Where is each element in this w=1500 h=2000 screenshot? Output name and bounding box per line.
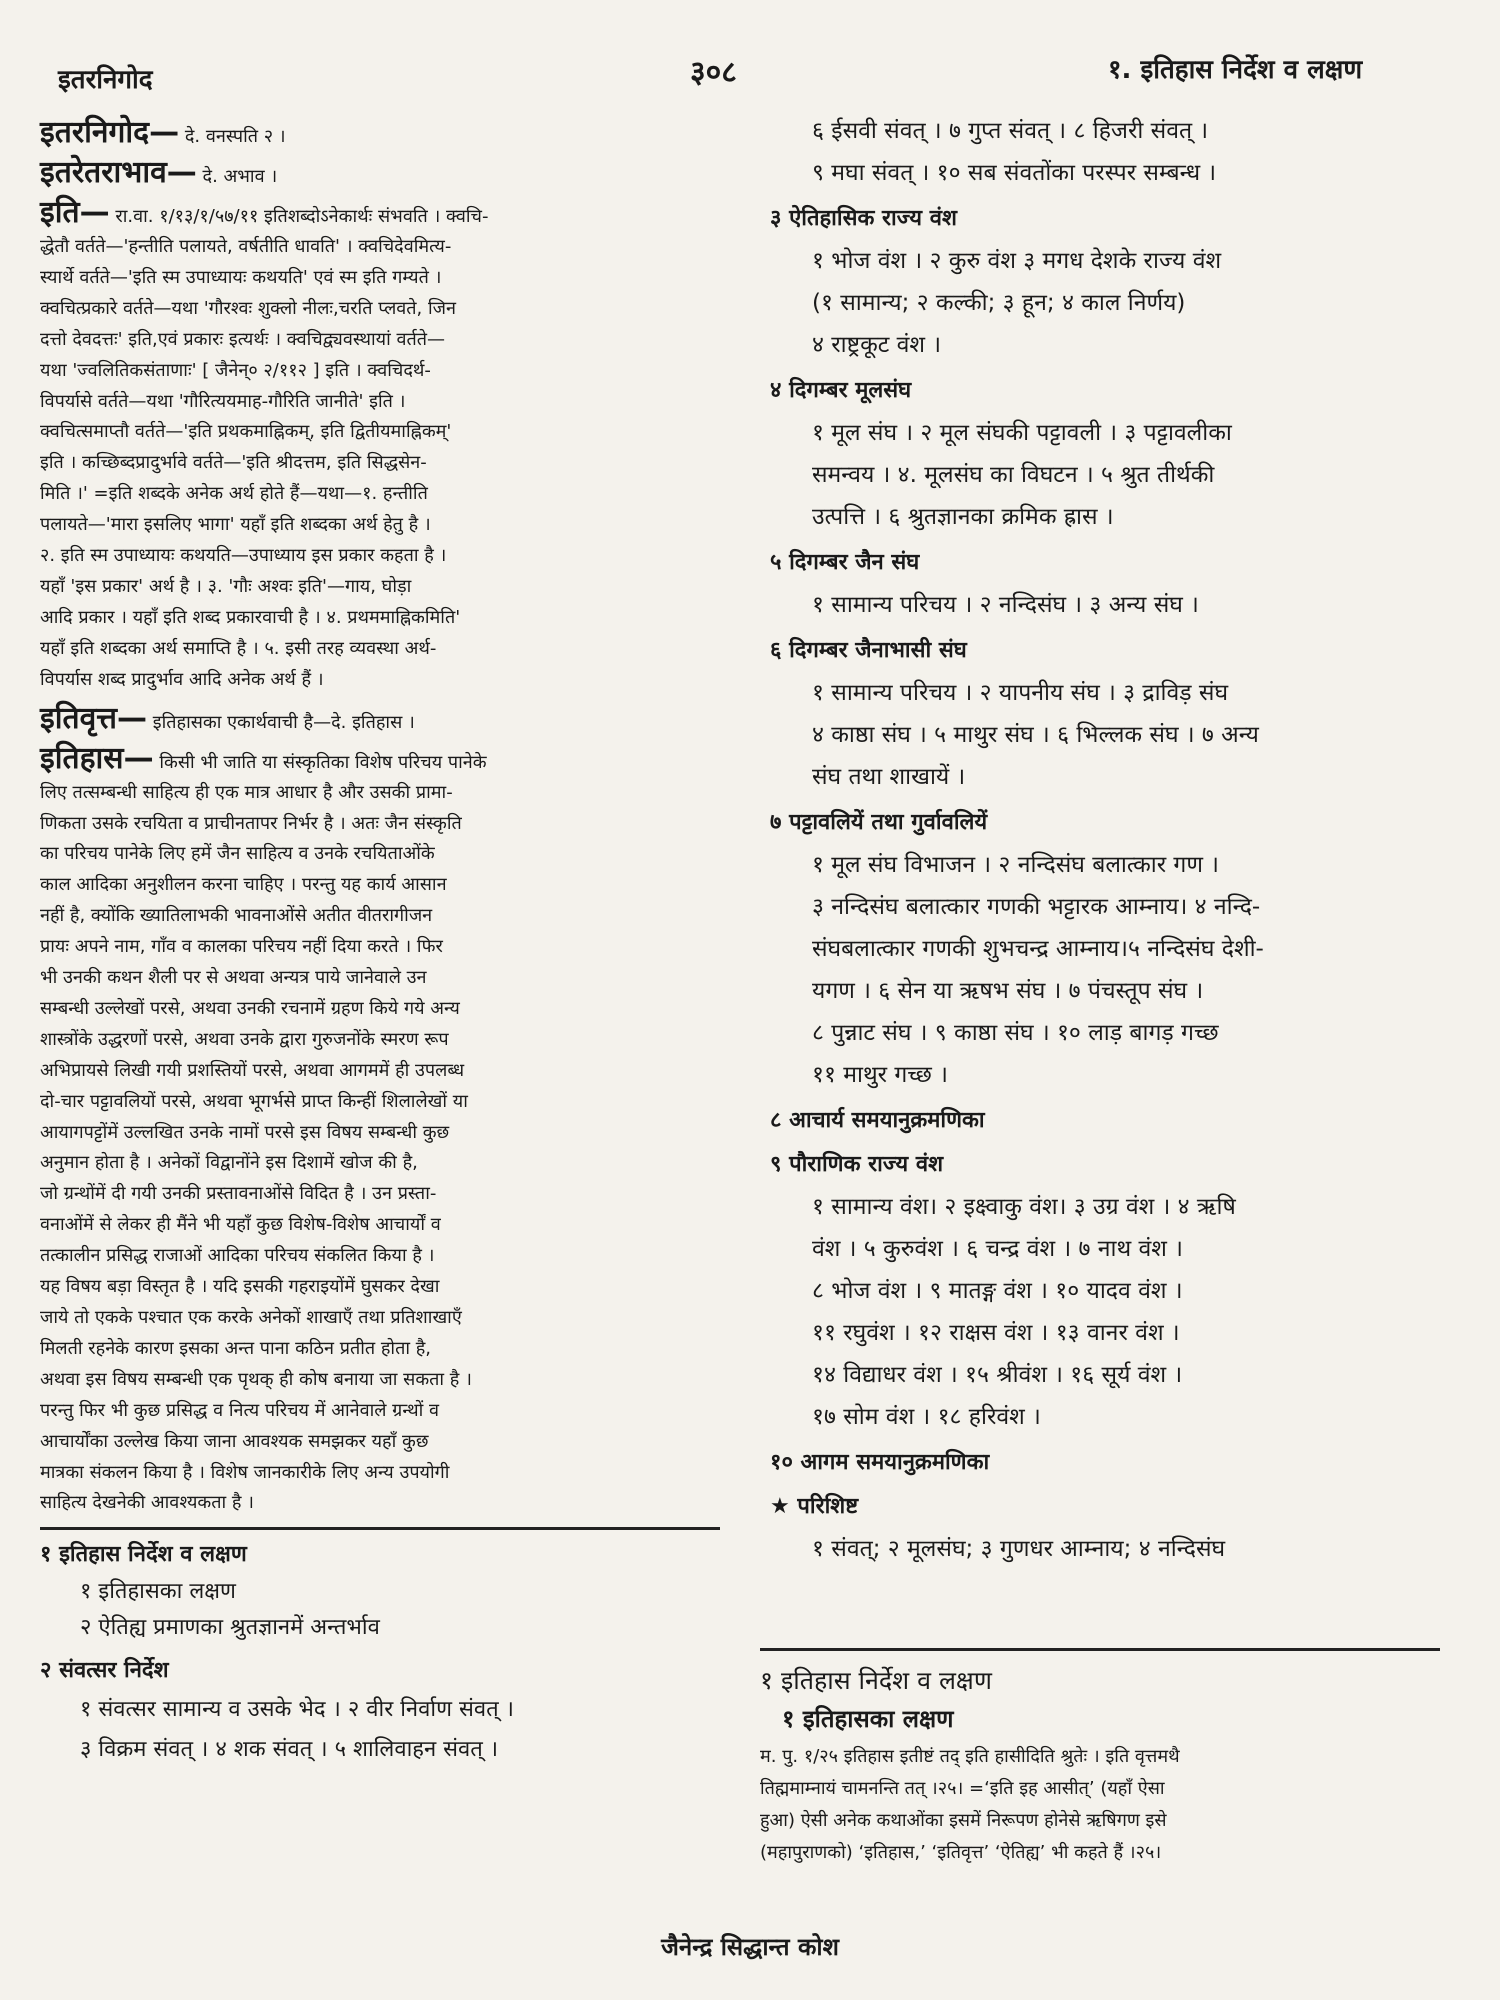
entry-itaranigod — [40, 115, 720, 152]
toc-item: ६ ईसवी संवत् । ७ गुप्त संवत् । ८ हिजरी संवत् । — [812, 118, 1209, 144]
toc-heading: ४ दिगम्बर मूलसंघ — [770, 378, 912, 403]
divider — [40, 1527, 720, 1530]
book-title-footer: जैनेन्द्र सिद्धान्त कोश — [661, 1933, 839, 1961]
running-head-right: १. इतिहास निर्देश व लक्षण — [1108, 55, 1363, 85]
toc-item: १ मूल संघ विभाजन । २ नन्दिसंघ बलात्कार गण । ३ नन्दिसंघ बलात्कार गणकी भट्टारक आम्नाय। ४ नन्दि- संघबलात्कार गणकी शुभचन्द्र आम्नाय।५ नन्दिसंघ देशी- यगण । ६ सेन या ऋषभ संघ । ७ पंचस्तूप संघ । ८ पुन्नाट संघ । ९ काष्ठा संघ । १० लाड़ बागड़ गच्छ ११ माथुर गच्छ । — [812, 852, 1264, 1088]
headword: इतिवृत्त— — [40, 700, 148, 736]
entry-text: दे. अभाव । — [202, 166, 278, 187]
entry-iti — [40, 195, 720, 232]
toc-item: १ संवत्सर सामान्य व उसके भेद । २ वीर निर्वाण संवत् । — [80, 1697, 514, 1723]
subsection-title: १ इतिहासका लक्षण — [782, 1705, 954, 1733]
toc-heading: ५ दिगम्बर जैन संघ — [770, 550, 920, 575]
entry-itaretarabhav — [40, 155, 720, 192]
headword: इतरनिगोद— — [40, 115, 180, 150]
toc-heading: ७ पट्टावलियें तथा गुर्वावलियें — [770, 810, 988, 835]
toc-item: १ सामान्य परिचय । २ यापनीय संघ । ३ द्राविड़ संघ ४ काष्ठा संघ । ५ माथुर संघ । ६ भिल्लक संघ । ७ अन्य संघ तथा शाखायें । — [812, 680, 1259, 790]
toc-item: १ सामान्य परिचय । २ नन्दिसंघ । ३ अन्य संघ । — [812, 592, 1199, 618]
entry-text: दे. वनस्पति २ । — [184, 126, 286, 147]
entry-itivritta — [40, 700, 720, 738]
section-title: १ इतिहास निर्देश व लक्षण — [760, 1666, 992, 1695]
divider — [760, 1648, 1440, 1651]
toc-heading: ८ आचार्य समयानुक्रमणिका — [770, 1108, 985, 1133]
entry-text: किसी भी जाति या संस्कृतिका विशेष परिचय पानेके — [159, 751, 487, 773]
toc-heading: १० आगम समयानुक्रमणिका — [770, 1450, 990, 1475]
toc-item: ९ मघा संवत् । १० सब संवतोंका परस्पर सम्बन्ध । — [812, 160, 1217, 186]
left-column — [40, 115, 720, 1770]
toc-heading: १ इतिहास निर्देश व लक्षण — [40, 1542, 247, 1568]
running-head-left: इतरनिगोद — [58, 65, 153, 95]
toc-heading: ★ परिशिष्ट — [770, 1494, 859, 1519]
iti-body: द्धेतौ वर्तते—'हन्तीति पलायते, वर्षतीति धावति' । क्वचिदेवमित्य- स्यार्थे वर्तते—'इति स्म उपाध्यायः कथयति' एवं स्म इति गम्यते । क्वचित्प्रकारे वर्तते—यथा 'गौरश्वः शुक्लो नीलः,चरति प्लवते, जिन दत्तो देवदत्तः' इति,एवं प्रकारः इत्यर्थः । क्वचिद्व्यवस्थायां वर्तते— यथा 'ज्वलितिकसंताणाः' [ जैनेन्० २/११२ ] इति । क्वचिदर्थ- विपर्यासे वर्तते—यथा 'गौरित्ययमाह-गौरिति जानीते' इति । क्वचित्समाप्तौ वर्तते—'इति प्रथकमाह्निकम्, इति द्वितीयमाह्निकम्' इति । कच्छिब्दप्रादुर्भावे वर्तते—'इति श्रीदत्तम, इति सिद्धसेन- मिति ।' =इति शब्दके अनेक अर्थ होते हैं—यथा—१. हन्तीति पलायते—'मारा इसलिए भागा' यहाँ इति शब्दका अर्थ हेतु है । २. इति स्म उपाध्यायः कथयति—उपाध्याय इस प्रकार कहता है । यहाँ 'इस प्रकार' अर्थ है । ३. 'गौः अश्वः इति'—गाय, घोड़ा आदि प्रकार । यहाँ इति शब्द प्रकारवाची है । ४. प्रथममाह्निकमिति' यहाँ इति शब्दका अर्थ समाप्ति है । ५. इसी तरह व्यवस्था अर्थ- विपर्यास शब्द प्रादुर्भाव आदि अनेक अर्थ हैं । — [40, 236, 461, 690]
toc-item: १ संवत्; २ मूलसंघ; ३ गुणधर आम्नाय; ४ नन्दिसंघ — [812, 1536, 1226, 1562]
toc-item: १ सामान्य वंश। २ इक्ष्वाकु वंश। ३ उग्र वंश । ४ ऋषि वंश । ५ कुरुवंश । ६ चन्द्र वंश । ७ नाथ वंश । ८ भोज वंश । ९ मातङ्ग वंश । १० यादव वंश । ११ रघुवंश । १२ राक्षस वंश । १३ वानर वंश । १४ विद्याधर वंश । १५ श्रीवंश । १६ सूर्य वंश । १७ सोम वंश । १८ हरिवंश । — [812, 1194, 1236, 1430]
itihas-body: लिए तत्सम्बन्धी साहित्य ही एक मात्र आधार है और उसकी प्रामा- णिकता उसके रचयिता व प्राचीनतापर निर्भर है । अतः जैन संस्कृति का परिचय पानेके लिए हमें जैन साहित्य व उनके रचयिताओंके काल आदिका अनुशीलन करना चाहिए । परन्तु यह कार्य आसान नहीं है, क्योंकि ख्यातिलाभकी भावनाओंसे अतीत वीतरागीजन प्रायः अपने नाम, गाँव व कालका परिचय नहीं दिया करते । फिर भी उनकी कथन शैली पर से अथवा अन्यत्र पाये जानेवाले उन सम्बन्धी उल्लेखों परसे, अथवा उनकी रचनामें ग्रहण किये गये अन्य शास्त्रोंके उद्धरणों परसे, अथवा उनके द्वारा गुरुजनोंके स्मरण रूप अभिप्रायसे लिखी गयी प्रशस्तियों परसे, अथवा आगममें ही उपलब्ध दो-चार पट्टावलियों परसे, अथवा भूगर्भसे प्राप्त किन्हीं शिलालेखों या आयागपट्टोंमें उल्लखित उनके नामों परसे इस विषय सम्बन्धी कुछ अनुमान होता है । अनेकों विद्वानोंने इस दिशामें खोज की है, जो ग्रन्थोंमें दी गयी उनकी प्रस्तावनाओंसे विदित है । उन प्रस्ता- वनाओंमें से लेकर ही मैंने भी यहाँ कुछ विशेष-विशेष आचार्यों व तत्कालीन प्रसिद्ध राजाओं आदिका परिचय संकलित किया है । यह विषय बड़ा विस्तृत है । यदि इसकी गहराइयोंमें घुसकर देखा जाये तो एकके पश्चात एक करके अनेकों शाखाएँ तथा प्रतिशाखाएँ मिलती रहनेके कारण इसका अन्त पाना कठिन प्रतीत होता है, अथवा इस विषय सम्बन्धी एक पृथक् ही कोष बनाया जा सकता है । परन्तु फिर भी कुछ प्रसिद्ध व नित्य परिचय में आनेवाले ग्रन्थों व आचार्योंका उल्लेख किया जाना आवश्यक समझकर यहाँ कुछ मात्रका संकलन किया है । विशेष जानकारीके लिए अन्य उपयोगी साहित्य देखनेकी आवश्यकता है । — [40, 781, 472, 1514]
section-body: म. पु. १/२५ इतिहास इतीष्टं तद् इति हासीदिति श्रुतेः । इति वृत्तमथै तिह्ममाम्नायं चामनन्ति तत् ।२५। =‘इति इह आसीत्’ (यहाँ ऐसा हुआ) ऐसी अनेक कथाओंका इसमें निरूपण होनेसे ऋषिगण इसे (महापुराणको) ‘इतिहास,’ ‘इतिवृत्त’ ‘ऐतिह्य’ भी कहते हैं ।२५। — [760, 1746, 1180, 1863]
toc-item: १ इतिहासका लक्षण — [80, 1579, 236, 1605]
toc-item: २ ऐतिह्य प्रमाणका श्रुतज्ञानमें अन्तर्भाव — [80, 1615, 380, 1641]
headword: इतिहास— — [40, 740, 154, 776]
toc-heading: २ संवत्सर निर्देश — [40, 1658, 169, 1684]
toc-item: ३ विक्रम संवत् । ४ शक संवत् । ५ शालिवाहन संवत् । — [80, 1737, 499, 1763]
toc-heading: ६ दिगम्बर जैनाभासी संघ — [770, 638, 967, 663]
page-number: ३०८ — [690, 55, 737, 90]
headword: इतरेतराभाव— — [40, 155, 197, 190]
toc-heading: ९ पौराणिक राज्य वंश — [770, 1152, 944, 1177]
entry-itihas — [40, 740, 720, 778]
entry-text: रा.वा. १/१३/१/५७/११ इतिशब्दोऽनेकार्थः संभवति । क्वचि- — [115, 206, 489, 227]
headword: इति— — [40, 195, 110, 230]
right-column — [770, 110, 1430, 1570]
section-itihas-nirdesh — [760, 1648, 1440, 1869]
entry-text: इतिहासका एकार्थवाची है—दे. इतिहास । — [152, 711, 415, 733]
toc-heading: ३ ऐतिहासिक राज्य वंश — [770, 206, 957, 231]
toc-item: १ भोज वंश । २ कुरु वंश ३ मगध देशके राज्य वंश (१ सामान्य; २ कल्की; ३ हून; ४ काल निर्णय) — [812, 248, 1222, 316]
toc-item: ४ राष्ट्रकूट वंश । — [812, 332, 942, 358]
toc-item: १ मूल संघ । २ मूल संघकी पट्टावली । ३ पट्टावलीका समन्वय । ४. मूलसंघ का विघटन । ५ श्रुत तीर्थकी उत्पत्ति । ६ श्रुतज्ञानका क्रमिक ह्रास । — [812, 420, 1232, 530]
